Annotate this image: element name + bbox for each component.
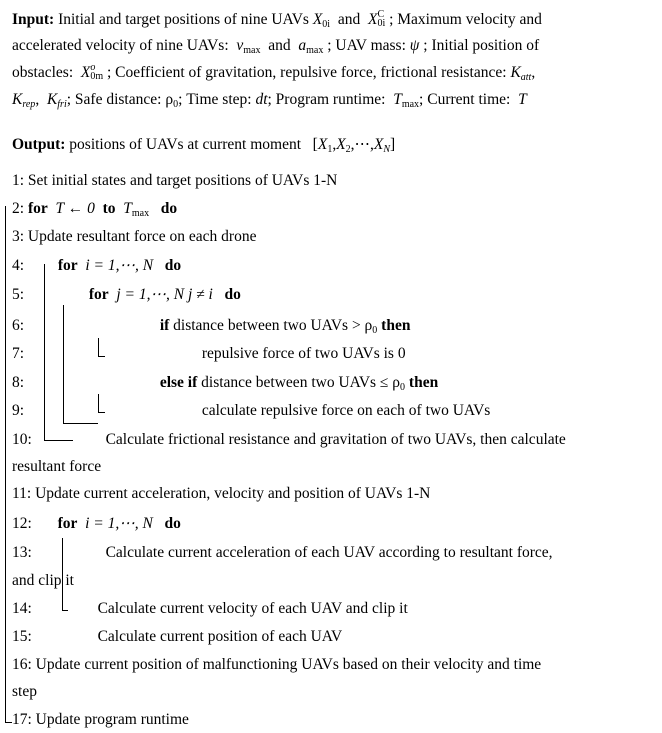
math-expr: j = 1,⋯, N j ≠ i <box>116 286 213 303</box>
line-10-cont: resultant force <box>12 458 102 475</box>
line-1: 1: Set initial states and target positions of UAVs 1-N <box>12 172 338 189</box>
math-x: X <box>367 11 378 28</box>
line-text: Calculate current acceleration of each UAV according to resultant force, <box>105 544 553 561</box>
input-text: ; Safe distance: <box>66 91 162 108</box>
line-text: distance between two UAVs ≤ ρ <box>201 374 401 391</box>
line-text: Calculate current velocity of each UAV and clip it <box>97 600 408 617</box>
math-rho: ρ <box>165 91 174 108</box>
line-number: 9: <box>12 402 25 419</box>
input-line-2 <box>12 36 539 61</box>
keyword-for: for <box>57 257 78 274</box>
input-text: Initial and target positions of nine UAVs <box>58 11 309 28</box>
keyword-for: for <box>57 515 78 532</box>
keyword-for: for <box>27 200 48 217</box>
input-line-4 <box>12 90 527 115</box>
line-10 <box>12 430 566 450</box>
math-x: X <box>373 136 384 153</box>
input-text: accelerated velocity of nine UAVs: <box>12 37 229 54</box>
math-v: v <box>236 37 244 54</box>
math-k: K <box>510 64 521 81</box>
line-4 <box>12 256 181 276</box>
output-text: positions of UAVs at current moment <box>69 136 302 153</box>
math-sub: max <box>243 45 261 56</box>
line-text: repulsive force of two UAVs is 0 <box>201 345 406 362</box>
math-x: X <box>80 64 91 81</box>
keyword-to: to <box>102 200 116 217</box>
line-text: calculate repulsive force on each of two UAVs <box>201 402 491 419</box>
input-text: ; Program runtime: <box>267 91 386 108</box>
math-expr: i = 1,⋯, N <box>85 257 154 274</box>
input-text: and <box>337 11 361 28</box>
input-text: and <box>268 37 291 54</box>
math-sub: 0i <box>322 19 331 30</box>
input-text: ; Maximum velocity and <box>389 11 542 28</box>
line-3: 3: Update resultant force on each drone <box>12 228 257 245</box>
math-expr: T ← 0 <box>55 200 95 217</box>
math-sub: fri <box>57 99 67 110</box>
keyword-do: do <box>164 515 181 532</box>
math-psi: ψ <box>409 37 420 54</box>
math-dt: dt <box>255 91 268 108</box>
line-12 <box>12 514 181 534</box>
keyword-do: do <box>164 257 182 274</box>
math-sub: 0 <box>400 382 406 393</box>
line-number: 10: <box>12 431 32 448</box>
input-text: ; Time step: <box>178 91 252 108</box>
input-text: ; Initial position of <box>423 37 540 54</box>
math-sup: o <box>90 62 96 73</box>
line-14 <box>12 599 408 619</box>
math-sub: max <box>131 208 150 219</box>
keyword-for: for <box>88 286 109 303</box>
line-16: 16: Update current position of malfunctioning UAVs based on their velocity and time <box>12 656 542 673</box>
input-text: ; Current time: <box>419 91 511 108</box>
line-number: 4: <box>12 257 25 274</box>
line-11: 11: Update current acceleration, velocity and position of UAVs 1-N <box>12 485 431 502</box>
math-x: X <box>336 136 346 153</box>
keyword-then: then <box>381 317 411 334</box>
input-line-1 <box>12 10 542 35</box>
math-k: K <box>46 91 58 108</box>
math-sub: N <box>383 144 391 155</box>
keyword-if: if <box>159 317 170 334</box>
math-sub: max <box>401 99 420 110</box>
math-sub: att <box>520 72 532 83</box>
line-13 <box>12 543 553 563</box>
bracket-else-if <box>98 394 105 413</box>
line-number: 6: <box>12 317 25 334</box>
keyword-then: then <box>408 374 439 391</box>
input-text: , <box>35 91 40 108</box>
line-number: 12: <box>12 515 32 532</box>
math-comma: , <box>332 136 337 153</box>
line-number: 8: <box>12 374 25 391</box>
math-sup: C <box>377 9 385 20</box>
input-text: ; Coefficient of gravitation, repulsive force, frictional resistance: <box>107 64 507 81</box>
math-bracket: ] <box>390 136 396 153</box>
math-t: T <box>518 91 527 108</box>
math-sub: 0m <box>90 71 104 82</box>
keyword-do: do <box>224 286 241 303</box>
keyword-do: do <box>160 200 178 217</box>
line-number: 7: <box>12 345 25 362</box>
input-text: ; UAV mass: <box>327 37 406 54</box>
line-text: Calculate current position of each UAV <box>97 628 343 645</box>
input-text: , <box>531 64 536 81</box>
math-sub: 0 <box>372 325 378 336</box>
bracket-if <box>98 338 105 357</box>
keyword-else-if: else if <box>159 374 198 391</box>
math-sub: 0 <box>173 99 179 110</box>
input-label: Input: <box>12 11 55 28</box>
line-number: 13: <box>12 544 32 561</box>
line-15 <box>12 627 342 647</box>
line-17: 17: Update program runtime <box>12 711 189 728</box>
math-x: X <box>312 11 323 28</box>
math-x: X <box>317 136 328 153</box>
math-sub: 0i <box>377 18 386 29</box>
math-sub: rep <box>22 99 36 110</box>
math-a: a <box>298 37 307 54</box>
output-label: Output: <box>12 136 66 153</box>
line-number: 15: <box>12 628 32 645</box>
math-bracket: [ <box>312 136 318 153</box>
line-number: 14: <box>12 600 32 617</box>
bracket-outer-for <box>5 206 12 723</box>
math-k: K <box>12 91 23 108</box>
line-13-cont: and clip it <box>12 572 74 589</box>
line-text: distance between two UAVs > ρ <box>173 317 373 334</box>
output-line <box>12 135 395 160</box>
math-sub: 2 <box>345 144 351 155</box>
math-expr: i = 1,⋯, N <box>85 515 153 532</box>
math-sub: max <box>306 45 324 56</box>
bracket-for-j <box>63 305 98 424</box>
line-number: 5: <box>12 286 25 303</box>
math-sub: 1 <box>327 144 333 155</box>
math-t: T <box>393 91 402 108</box>
line-16-cont: step <box>12 683 37 700</box>
input-line-3 <box>12 63 535 88</box>
input-text: obstacles: <box>12 64 74 81</box>
line-number: 2: <box>12 200 25 217</box>
math-dots: ,⋯, <box>350 136 374 153</box>
line-2 <box>12 199 177 224</box>
line-text: Calculate frictional resistance and gravitation of two UAVs, then calculate <box>105 431 566 448</box>
bracket-for-i-2 <box>62 538 68 611</box>
math-t: T <box>123 200 132 217</box>
